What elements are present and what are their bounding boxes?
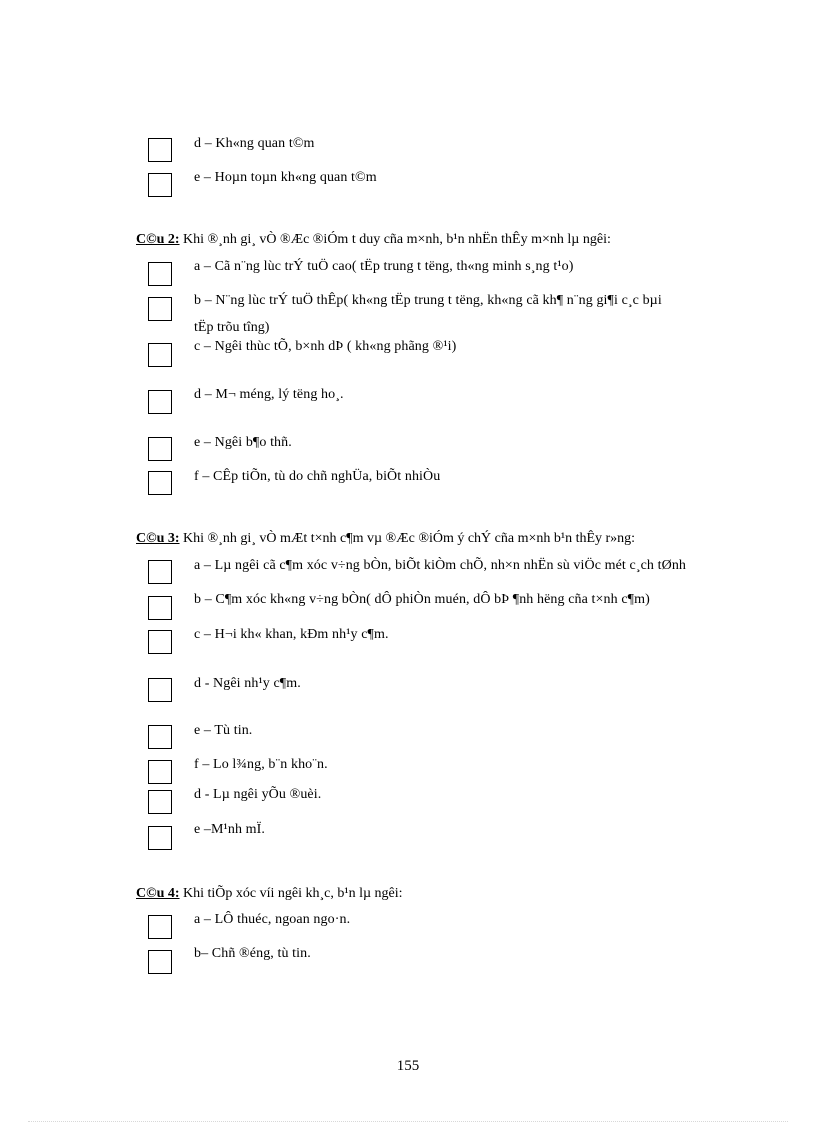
option-q2-b: b – N¨ng lùc trÝ tuÖ thÊp( kh«ng tËp trung t tëng, kh«ng cã kh¶ n¨ng gi¶i c¸c bµi: [194, 293, 662, 308]
checkbox-q3-f[interactable]: [148, 760, 172, 784]
checkbox-q4-a[interactable]: [148, 915, 172, 939]
option-q3-e2: e –M¹nh mÏ.: [194, 822, 266, 837]
checkbox-q2-f[interactable]: [148, 471, 172, 495]
checkbox-q1-d[interactable]: [148, 138, 172, 162]
option-q3-e: e – Tù tin.: [194, 723, 253, 738]
checkbox-q3-a[interactable]: [148, 560, 172, 584]
option-q3-a: a – Lµ ngêi cã c¶m xóc v÷ng bÒn, biÕt kiÒm chÕ, nh×n nhËn sù viÖc mét c¸ch tØnh: [194, 558, 687, 573]
question-3-label: C©u 3:: [136, 531, 180, 546]
option-q2-c: c – Ngêi thùc tÕ, b×nh dÞ ( kh«ng phãng ®¹i): [194, 339, 457, 354]
checkbox-q1-e[interactable]: [148, 173, 172, 197]
option-q3-f: f – Lo l¾ng, b¨n kho¨n.: [194, 757, 328, 772]
option-q2-a: a – Cã n¨ng lùc trÝ tuÖ cao( tËp trung t tëng, th«ng minh s¸ng t¹o): [194, 259, 574, 274]
question-4-text: Khi tiÕp xóc víi ngêi kh¸c, b¹n lµ ngêi:: [179, 886, 403, 901]
checkbox-q2-e[interactable]: [148, 437, 172, 461]
footer-divider: [28, 1121, 788, 1122]
checkbox-q2-b[interactable]: [148, 297, 172, 321]
checkbox-q3-e[interactable]: [148, 725, 172, 749]
option-q3-b: b – C¶m xóc kh«ng v÷ng bÒn( dÔ phiÒn muén, dÔ bÞ ¶nh hëng cña t×nh c¶m): [194, 592, 650, 607]
option-q2-d: d – M¬ méng, lý tëng ho¸.: [194, 387, 344, 402]
option-q2-e: e – Ngêi b¶o thñ.: [194, 435, 292, 450]
question-4: [136, 886, 403, 902]
checkbox-q3-b[interactable]: [148, 596, 172, 620]
option-q2-b-cont: tËp trõu tîng): [194, 320, 270, 335]
checkbox-q3-d[interactable]: [148, 678, 172, 702]
question-3-text: Khi ®¸nh gi¸ vÒ mÆt t×nh c¶m vµ ®Æc ®iÓm ý chÝ cña m×nh b¹n thÊy r»ng:: [179, 531, 636, 546]
question-3: [136, 531, 635, 547]
option-q1-e: e – Hoµn toµn kh«ng quan t©m: [194, 170, 377, 185]
question-2-label: C©u 2:: [136, 232, 180, 247]
checkbox-q3-e2[interactable]: [148, 826, 172, 850]
checkbox-q2-d[interactable]: [148, 390, 172, 414]
question-2: [136, 232, 611, 248]
checkbox-q3-c[interactable]: [148, 630, 172, 654]
option-q4-b: b– Chñ ®éng, tù tin.: [194, 946, 311, 961]
option-q3-d2: d - Lµ ngêi yÕu ®uèi.: [194, 787, 322, 802]
option-q3-d: d - Ngêi nh¹y c¶m.: [194, 676, 301, 691]
checkbox-q2-a[interactable]: [148, 262, 172, 286]
page-number: 155: [396, 1058, 420, 1074]
option-q1-d: d – Kh«ng quan t©m: [194, 136, 315, 151]
option-q2-f: f – CÊp tiÕn, tù do chñ nghÜa, biÕt nhiÒu: [194, 469, 441, 484]
question-2-text: Khi ®¸nh gi¸ vÒ ®Æc ®iÓm t duy cña m×nh, b¹n nhËn thÊy m×nh lµ ngêi:: [179, 232, 611, 247]
option-q3-c: c – H¬i kh« khan, kÐm nh¹y c¶m.: [194, 627, 389, 642]
checkbox-q4-b[interactable]: [148, 950, 172, 974]
question-4-label: C©u 4:: [136, 886, 180, 901]
checkbox-q3-d2[interactable]: [148, 790, 172, 814]
option-q4-a: a – LÔ thuéc, ngoan ngo·n.: [194, 912, 351, 927]
checkbox-q2-c[interactable]: [148, 343, 172, 367]
